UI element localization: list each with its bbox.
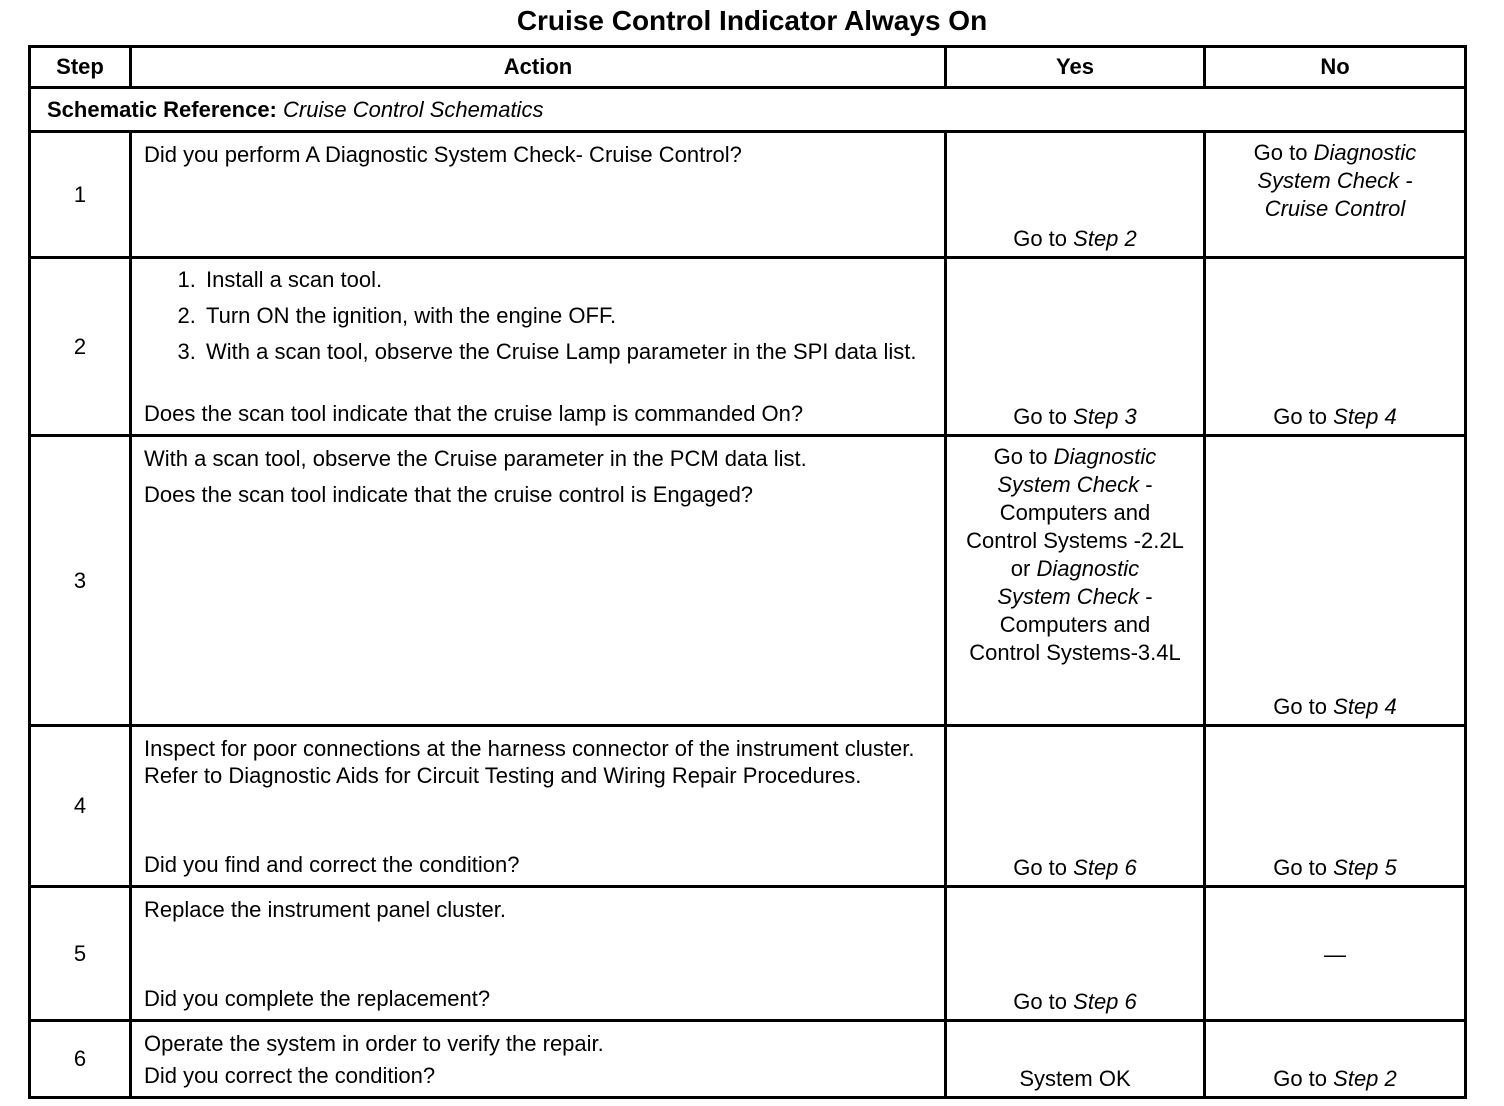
diagnostic-table <box>28 45 1467 1099</box>
action-instruction: With a scan tool, observe the Cruise parameter in the PCM data list. <box>144 446 807 471</box>
result-line <box>966 471 1184 499</box>
no-cell <box>1205 726 1466 887</box>
header-yes: Yes <box>946 47 1205 88</box>
header-step: Step <box>30 47 131 88</box>
yes-result[interactable]: Go to Step 3 <box>1013 404 1137 429</box>
header-action: Action <box>131 47 946 88</box>
procedure-link[interactable]: System Check - <box>1257 168 1413 193</box>
no-cell <box>1205 132 1466 258</box>
no-cell <box>1205 258 1466 436</box>
result-line <box>966 611 1184 639</box>
yes-result[interactable] <box>966 443 1184 667</box>
step-link[interactable]: Step 4 <box>1333 694 1397 719</box>
action-instruction: Replace the instrument panel cluster. <box>144 897 506 922</box>
result-text: - <box>1139 472 1153 497</box>
result-line <box>1254 195 1417 223</box>
yes-cell <box>946 726 1205 887</box>
result-line <box>966 555 1184 583</box>
no-cell <box>1205 436 1466 726</box>
action-question: Does the scan tool indicate that the cruise lamp is commanded On? <box>144 401 804 426</box>
table-row-step-1 <box>30 132 1466 258</box>
list-item: 3. With a scan tool, observe the Cruise Lamp parameter in the SPI data list. <box>202 339 936 365</box>
step-link[interactable]: Step 4 <box>1333 404 1397 429</box>
table-row-step-5 <box>30 887 1466 1021</box>
yes-result: System OK <box>1019 1066 1131 1091</box>
action-question: Did you correct the condition? <box>144 1063 436 1088</box>
result-line <box>1254 167 1417 195</box>
header-no: No <box>1205 47 1466 88</box>
action-instruction: Operate the system in order to verify the repair. <box>144 1031 604 1056</box>
result-line <box>966 443 1184 471</box>
result-text: Go to <box>993 444 1054 469</box>
list-item: 1. Install a scan tool. <box>202 267 936 293</box>
result-text: - <box>1139 584 1153 609</box>
procedure-link[interactable]: Cruise Control <box>1264 196 1406 221</box>
result-line <box>966 499 1184 527</box>
no-result[interactable]: Go to Step 5 <box>1273 855 1397 880</box>
action-cell <box>131 132 946 258</box>
action-cell <box>131 726 946 887</box>
action-cell <box>131 436 946 726</box>
step-number: 1 <box>30 132 131 258</box>
table-row-step-4 <box>30 726 1466 887</box>
no-result[interactable] <box>1254 139 1417 223</box>
result-line <box>966 527 1184 555</box>
yes-result[interactable]: Go to Step 6 <box>1013 989 1137 1014</box>
action-cell <box>131 1021 946 1098</box>
yes-cell <box>946 436 1205 726</box>
result-text: Control Systems -2.2L <box>966 528 1184 553</box>
schematic-reference-link[interactable]: Cruise Control Schematics <box>283 96 544 122</box>
page-title: Cruise Control Indicator Always On <box>516 5 988 36</box>
action-question: Did you find and correct the condition? <box>144 852 520 877</box>
result-text: Control Systems-3.4L <box>969 640 1181 665</box>
step-number: 6 <box>30 1021 131 1098</box>
result-line <box>1254 139 1417 167</box>
no-result[interactable]: Go to Step 2 <box>1273 1066 1397 1091</box>
action-question: Did you perform A Diagnostic System Check- Cruise Control? <box>144 142 742 167</box>
yes-cell <box>946 132 1205 258</box>
no-result[interactable]: Go to Step 4 <box>1273 404 1397 429</box>
result-text: or <box>1010 556 1037 581</box>
step-link[interactable]: Step 2 <box>1333 1066 1397 1091</box>
procedure-link[interactable]: System Check <box>997 472 1140 497</box>
action-cell <box>131 258 946 436</box>
procedure-link[interactable]: System Check <box>997 584 1140 609</box>
list-item: 2. Turn ON the ignition, with the engine OFF. <box>202 303 936 329</box>
step-number: 3 <box>30 436 131 726</box>
schematic-reference-label: Schematic Reference: <box>47 96 277 122</box>
yes-cell <box>946 1021 1205 1098</box>
table-row-step-6 <box>30 1021 1466 1098</box>
step-number: 5 <box>30 887 131 1021</box>
step-link[interactable]: Step 6 <box>1073 989 1137 1014</box>
action-instruction: Inspect for poor connections at the harness connector of the instrument cluster. Refer to Diagnostic Aids for Circuit Testing and Wiring Repair Procedures. <box>144 736 915 788</box>
procedure-link[interactable]: Diagnostic <box>1313 140 1417 165</box>
step-link[interactable]: Step 3 <box>1073 404 1137 429</box>
result-text: Computers and <box>999 500 1151 525</box>
yes-cell <box>946 258 1205 436</box>
action-question: Did you complete the replacement? <box>144 986 491 1011</box>
action-question: Does the scan tool indicate that the cruise control is Engaged? <box>144 482 754 507</box>
no-result-dash: — <box>1324 941 1346 967</box>
step-number: 2 <box>30 258 131 436</box>
schematic-reference-row <box>30 88 1466 132</box>
procedure-link[interactable]: Diagnostic <box>1036 556 1140 581</box>
result-line <box>966 639 1184 667</box>
step-number: 4 <box>30 726 131 887</box>
table-row-step-3 <box>30 436 1466 726</box>
procedure-link[interactable]: Diagnostic <box>1053 444 1157 469</box>
schematic-reference <box>30 88 1466 132</box>
result-text: Computers and <box>999 612 1151 637</box>
step-link[interactable]: Step 5 <box>1333 855 1397 880</box>
step-link[interactable]: Step 6 <box>1073 855 1137 880</box>
table-row-step-2 <box>30 258 1466 436</box>
yes-result[interactable]: Go to Step 6 <box>1013 855 1137 880</box>
action-steps-list <box>144 267 936 371</box>
result-line <box>966 583 1184 611</box>
header-row <box>30 47 1466 88</box>
no-cell <box>1205 1021 1466 1098</box>
action-cell <box>131 887 946 1021</box>
yes-result[interactable]: Go to Step 2 <box>1013 226 1137 251</box>
no-result[interactable]: Go to Step 4 <box>1273 694 1397 719</box>
yes-cell <box>946 887 1205 1021</box>
step-link[interactable]: Step 2 <box>1073 226 1137 251</box>
no-cell <box>1205 887 1466 1021</box>
result-text: Go to <box>1253 140 1314 165</box>
